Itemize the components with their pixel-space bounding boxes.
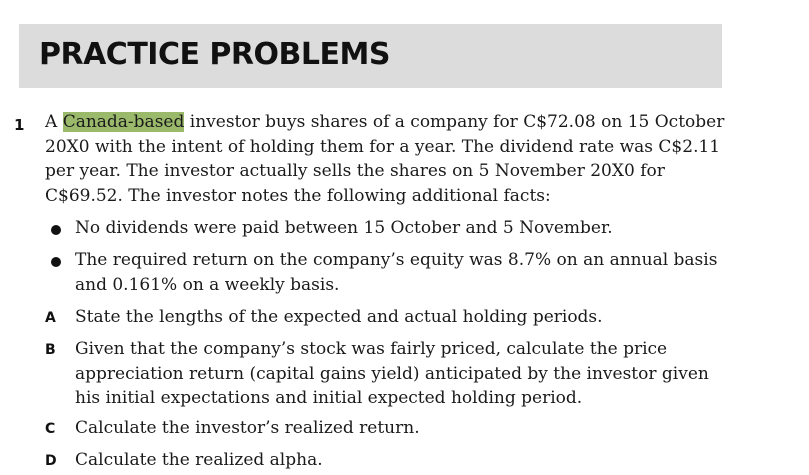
problem-number: 1	[14, 116, 25, 134]
part-text: Calculate the realized alpha.	[75, 450, 323, 470]
part-text: State the lengths of the expected and actual holding periods.	[75, 307, 603, 327]
part-text: Calculate the investor’s realized return.	[75, 418, 420, 438]
part-letter: B	[45, 342, 56, 358]
part-letter: D	[45, 453, 57, 469]
fact-text: The required return on the company’s equity was 8.7% on an annual basis and 0.161% on a weekly basis.	[75, 250, 718, 295]
problem-stem	[45, 110, 735, 208]
highlighted-text[interactable]: Canada-based	[62, 112, 185, 132]
bullet-dot-icon	[51, 257, 61, 267]
stem-text-end: investor buys shares of a company for C$72.08 on 15 October 20X0 with the intent of holding them for a year. The dividend rate was C$2.11 per year. The investor actually sells the shares on 5 November 20X0 for C$69.52. The investor notes the following additional facts:	[45, 112, 725, 206]
part-text: Given that the company’s stock was fairly priced, calculate the price appreciation return (capital gains yield) anticipated by the investor given his initial expectations and initial expected holding period.	[75, 339, 709, 408]
section-title: PRACTICE PROBLEMS	[39, 37, 390, 72]
stem-text-start: A	[45, 112, 63, 132]
fact-text: No dividends were paid between 15 October and 5 November.	[75, 218, 613, 238]
part-letter: A	[45, 310, 56, 326]
bullet-dot-icon	[51, 225, 61, 235]
part-letter: C	[45, 421, 56, 437]
section-header	[19, 24, 722, 88]
